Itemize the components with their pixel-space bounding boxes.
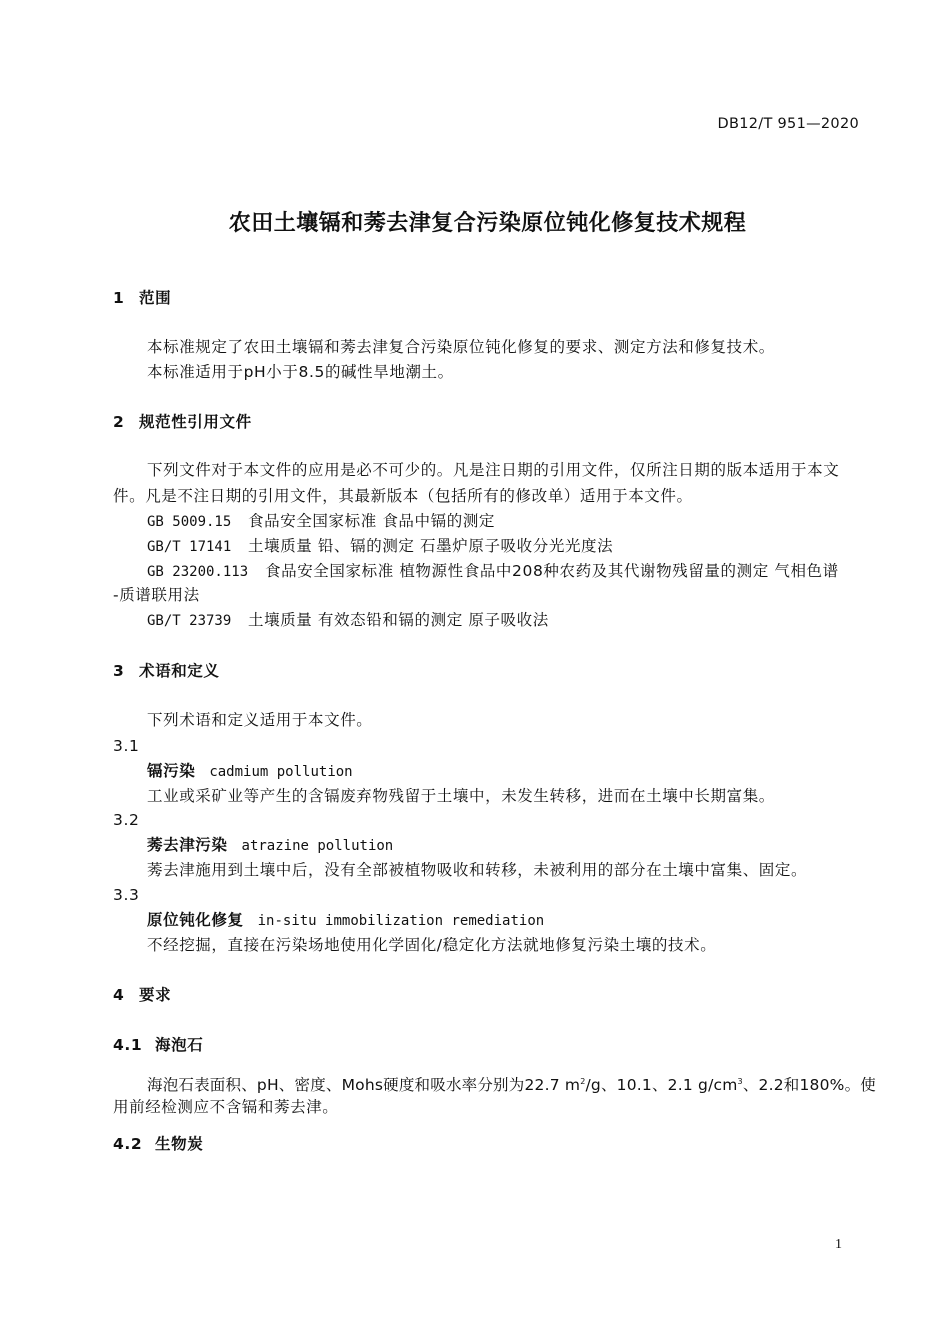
paragraph: 本标准规定了农田土壤镉和莠去津复合污染原位钝化修复的要求、测定方法和修复技术。 [147, 338, 775, 356]
term-heading: 原位钝化修复 in-situ immobilization remediation [147, 911, 545, 929]
reference-item: GB 23200.113 食品安全国家标准 植物源性食品中208种农药及其代谢物残留量的测定 气相色谱 [147, 562, 839, 580]
reference-item: GB/T 17141 土壤质量 铅、镉的测定 石墨炉原子吸收分光光度法 [147, 537, 614, 555]
term-definition: 工业或采矿业等产生的含镉废弃物残留于土壤中，未发生转移，进而在土壤中长期富集。 [147, 787, 775, 805]
paragraph: 下列文件对于本文件的应用是必不可少的。凡是注日期的引用文件，仅所注日期的版本适用于本文 [147, 461, 840, 479]
section-heading: 1 范围 [113, 289, 172, 307]
term-definition: 不经挖掘，直接在污染场地使用化学固化/稳定化方法就地修复污染土壤的技术。 [147, 936, 717, 954]
paragraph: 下列术语和定义适用于本文件。 [147, 711, 373, 729]
page-number: 1 [835, 1237, 843, 1252]
paragraph: 本标准适用于pH小于8.5的碱性旱地潮土。 [147, 363, 454, 381]
section-heading: 4 要求 [113, 986, 172, 1004]
reference-item: GB/T 23739 土壤质量 有效态铅和镉的测定 原子吸收法 [147, 611, 549, 629]
reference-item: GB 5009.15 食品安全国家标准 食品中镉的测定 [147, 512, 496, 530]
term-number: 3.3 [113, 886, 140, 904]
subsection-heading: 4.1 海泡石 [113, 1036, 204, 1054]
term-heading: 莠去津污染 atrazine pollution [147, 836, 394, 854]
doc-number: DB12/T 951—2020 [717, 116, 859, 132]
section-heading: 3 术语和定义 [113, 662, 220, 680]
paragraph: 海泡石表面积、pH、密度、Mohs硬度和吸水率分别为22.7 $m^2/g$、10.1、2.1 $g/cm^3$、2.2和180%。使 [147, 1076, 877, 1095]
term-heading: 镉污染 cadmium pollution [147, 762, 353, 780]
subsection-heading: 4.2 生物炭 [113, 1135, 204, 1153]
term-number: 3.1 [113, 737, 140, 755]
paragraph: 用前经检测应不含镉和莠去津。 [113, 1098, 339, 1116]
document-title: 农田土壤镉和莠去津复合污染原位钝化修复技术规程 [228, 211, 747, 236]
term-number: 3.2 [113, 811, 140, 829]
term-definition: 莠去津施用到土壤中后，没有全部被植物吸收和转移，未被利用的部分在土壤中富集、固定。 [147, 861, 808, 879]
reference-item-continuation: -质谱联用法 [113, 586, 200, 604]
section-heading: 2 规范性引用文件 [113, 413, 252, 431]
paragraph: 件。凡是不注日期的引用文件，其最新版本（包括所有的修改单）适用于本文件。 [113, 487, 693, 505]
